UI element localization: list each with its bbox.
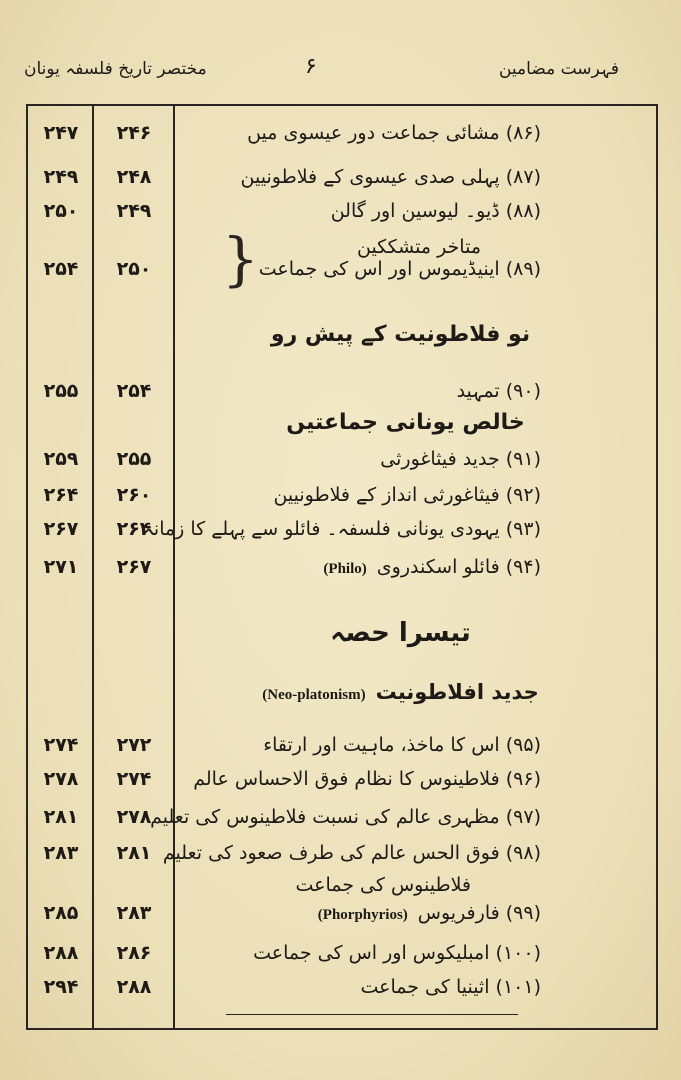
entry-title: (۱۰۰) امبلیکوس اور اس کی جماعت	[253, 942, 541, 964]
section-heading: خالص یونانی جماعتیں	[286, 410, 525, 435]
end-page: ۲۴۷	[43, 122, 79, 144]
start-page: ۲۵۵	[116, 448, 152, 470]
start-page: ۲۶۴	[116, 518, 152, 540]
toc-row	[0, 484, 681, 514]
entry-title: (۹۸) فوق الحس عالم کی طرف صعود کی تعلیم	[162, 842, 541, 864]
section-heading	[200, 680, 591, 704]
entry-title: (۹۱) جدید فیثاغورثی	[380, 448, 541, 470]
start-page: ۲۴۶	[116, 122, 152, 144]
end-page: ۲۸۸	[43, 942, 79, 964]
start-page: ۲۷۲	[116, 734, 152, 756]
entry-title-urdu: (۹۹) فارفریوس	[417, 902, 541, 924]
start-page: ۲۸۸	[116, 976, 152, 998]
bracket-glyph: }	[222, 225, 259, 293]
entry-title: (۱۰۱) اثینیا کی جماعت	[360, 976, 541, 998]
toc-row	[0, 942, 681, 972]
part-heading: تیسرا حصہ	[330, 618, 471, 648]
entry-title-english: (Phorphyrios)	[317, 907, 408, 923]
toc-row	[0, 258, 681, 288]
entry-subheading: فلاطینوس کی جماعت	[295, 874, 471, 896]
end-page: ۲۴۹	[43, 166, 79, 188]
section-heading-english: (Neo-platonism)	[262, 687, 366, 703]
end-page: ۲۵۵	[43, 380, 79, 402]
end-page: ۲۷۸	[43, 768, 79, 790]
start-page: ۲۶۷	[116, 556, 152, 578]
start-page: ۲۴۹	[116, 200, 152, 222]
start-page: ۲۷۴	[116, 768, 152, 790]
toc-row	[0, 380, 681, 410]
toc-row	[0, 902, 681, 932]
end-page: ۲۶۷	[43, 518, 79, 540]
toc-row	[0, 448, 681, 478]
end-page: ۲۵۹	[43, 448, 79, 470]
toc-row	[0, 200, 681, 230]
end-page: ۲۸۱	[43, 806, 79, 828]
start-page: ۲۶۰	[116, 484, 152, 506]
section-title-header: فہرست مضامین	[498, 59, 619, 79]
start-page: ۲۸۱	[116, 842, 152, 864]
end-page: ۲۵۰	[43, 200, 79, 222]
entry-title: (۹۲) فیثاغورثی انداز کے فلاطونیین	[273, 484, 541, 506]
entry-subheading: متاخر متشککین	[356, 236, 481, 258]
page-number: ۶	[305, 54, 317, 79]
entry-title: (۹۵) اس کا ماخذ، ماہیت اور ارتقاء	[263, 734, 541, 756]
entry-title: (۸۹) اینیڈیموس اور اس کی جماعت	[258, 258, 541, 280]
entry-title: (۸۶) مشائی جماعت دور عیسوی میں	[247, 122, 541, 144]
entry-title: (۸۷) پہلی صدی عیسوی کے فلاطونیین	[240, 166, 541, 188]
toc-row	[0, 556, 681, 586]
start-page: ۲۴۸	[116, 166, 152, 188]
start-page: ۲۷۸	[116, 806, 152, 828]
toc-row	[0, 806, 681, 836]
toc-row	[0, 518, 681, 548]
book-title-header: مختصر تاریخ فلسفہ یونان	[24, 59, 207, 79]
entry-title: (۹۶) فلاطینوس کا نظام فوق الاحساس عالم	[193, 768, 541, 790]
closing-rule	[226, 1014, 518, 1015]
end-page: ۲۷۴	[43, 734, 79, 756]
toc-row	[0, 166, 681, 196]
end-page: ۲۷۱	[43, 556, 79, 578]
entry-title	[313, 556, 541, 578]
end-page: ۲۸۳	[43, 842, 79, 864]
entry-title: (۹۷) مظہری عالم کی نسبت فلاطینوس کی تعلیم	[150, 806, 541, 828]
start-page: ۲۸۶	[116, 942, 152, 964]
end-page: ۲۵۴	[43, 258, 79, 280]
entry-title	[308, 902, 541, 924]
section-heading-urdu: جدید افلاطونیت	[375, 680, 539, 704]
entry-title: (۹۳) یہودی یونانی فلسفہ۔ فائلو سے پہلے کا زمانہ	[142, 518, 541, 540]
toc-row	[0, 842, 681, 872]
entry-title-urdu: (۹۴) فائلو اسکندروی	[376, 556, 541, 578]
start-page: ۲۵۰	[116, 258, 152, 280]
toc-row	[0, 122, 681, 152]
end-page: ۲۹۴	[43, 976, 79, 998]
entry-title: (۸۸) ڈیو۔ لیوسین اور گالن	[330, 200, 541, 222]
start-page: ۲۵۴	[116, 380, 152, 402]
end-page: ۲۶۴	[43, 484, 79, 506]
entry-title: (۹۰) تمہید	[456, 380, 541, 402]
entry-title-english: (Philo)	[323, 561, 367, 577]
end-page: ۲۸۵	[43, 902, 79, 924]
toc-row	[0, 734, 681, 764]
toc-row	[0, 976, 681, 1006]
toc-row	[0, 768, 681, 798]
start-page: ۲۸۳	[116, 902, 152, 924]
section-heading: نو فلاطونیت کے پیش رو	[270, 322, 531, 347]
